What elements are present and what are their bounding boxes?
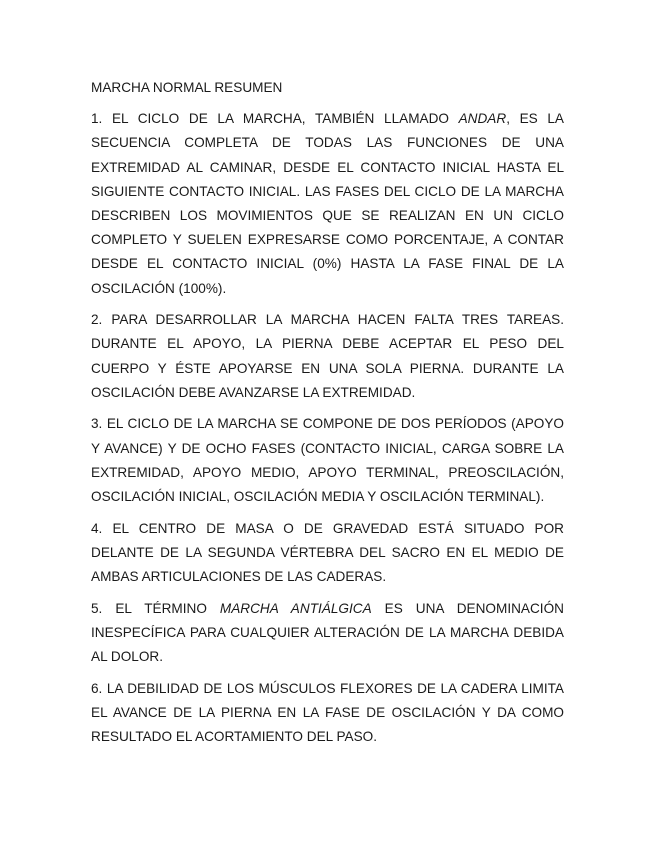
paragraph-1-text-a: 1. EL CICLO DE LA MARCHA, TAMBIÉN LLAMADO [91,111,459,127]
paragraph-5-text-b: ES UNA DENOMINACIÓN INESPECÍFICA PARA CUALQUIER ALTERACIÓN DE LA MARCHA DEBIDA AL DOLOR. [91,600,564,665]
document-page [91,76,564,757]
paragraph-5 [91,597,564,670]
document-title: MARCHA NORMAL RESUMEN [91,80,283,95]
paragraph-1 [91,107,564,301]
paragraph-3: 3. EL CICLO DE LA MARCHA SE COMPONE DE DOS PERÍODOS (APOYO Y AVANCE) Y DE OCHO FASES (CONTACTO INICIAL, CARGA SOBRE LA EXTREMIDAD, APOYO MEDIO, APOYO TERMINAL, PREOSCILACIÓN, OSCILACIÓN INICIAL, OSCILACIÓN MEDIA Y OSCILACIÓN TERMINAL). [91,416,564,505]
paragraph-5-text-a: 5. EL TÉRMINO [91,600,220,616]
paragraph-4: 4. EL CENTRO DE MASA O DE GRAVEDAD ESTÁ SITUADO POR DELANTE DE LA SEGUNDA VÉRTEBRA DEL SACRO EN EL MEDIO DE AMBAS ARTICULACIONES DE LAS CADERAS. [91,520,564,585]
paragraph-6: 6. LA DEBILIDAD DE LOS MÚSCULOS FLEXORES DE LA CADERA LIMITA EL AVANCE DE LA PIERNA EN LA FASE DE OSCILACIÓN Y DA COMO RESULTADO EL ACORTAMIENTO DEL PASO. [91,680,564,745]
paragraph-5-emphasis: MARCHA ANTIÁLGICA [219,600,372,616]
paragraph-1-text-b: , ES LA SECUENCIA COMPLETA DE TODAS LAS FUNCIONES DE UNA EXTREMIDAD AL CAMINAR, DESDE EL CONTACTO INICIAL HASTA EL SIGUIENTE CONTACTO INICIAL. LAS FASES DEL CICLO DE LA MARCHA DESCRIBEN LOS MOVIMIENTOS QUE SE REALIZAN EN UN CICLO COMPLETO Y SUELEN EXPRESARSE COMO PORCENTAJE, A CONTAR DESDE EL CONTACTO INICIAL (0%) HASTA LA FASE FINAL DE LA OSCILACIÓN (100%). [91,111,564,296]
paragraph-1-emphasis: ANDAR [458,111,507,127]
paragraph-2: 2. PARA DESARROLLAR LA MARCHA HACEN FALTA TRES TAREAS. DURANTE EL APOYO, LA PIERNA DEBE ACEPTAR EL PESO DEL CUERPO Y ÉSTE APOYARSE EN UNA SOLA PIERNA. DURANTE LA OSCILACIÓN DEBE AVANZARSE LA EXTREMIDAD. [91,312,564,400]
